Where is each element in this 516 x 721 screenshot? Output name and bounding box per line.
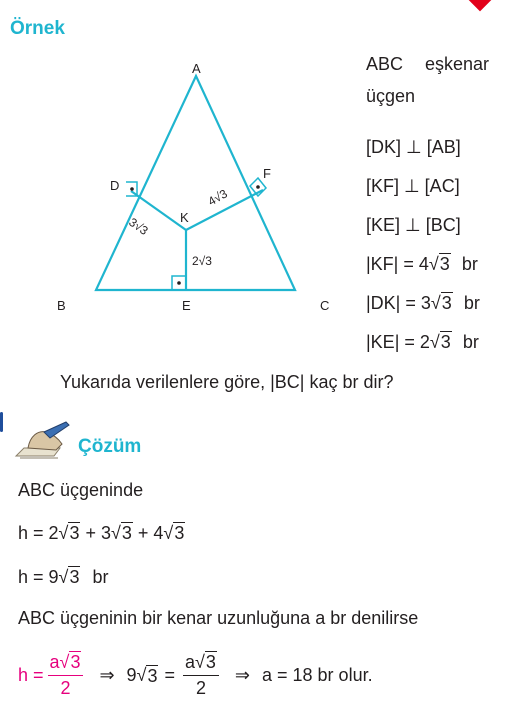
right-angle-dot-e — [177, 281, 181, 285]
given-perp-dk: [DK] ⊥ [AB] — [366, 137, 461, 157]
question-text: Yukarıda verilenlere göre, |BC| kaç br dir? — [60, 372, 394, 392]
label-e: E — [182, 298, 191, 313]
label-dk-length: 3√3 — [126, 214, 151, 238]
label-ke-length: 2√3 — [192, 254, 212, 268]
label-a: A — [192, 61, 201, 76]
right-angle-dot-d — [130, 187, 134, 191]
corner-mark — [469, 0, 492, 11]
label-b: B — [57, 298, 66, 313]
solution-heading: Çözüm — [78, 436, 142, 457]
given-abc: ABC — [366, 54, 404, 74]
given-dk-length: |DK| = 3√3 br — [366, 293, 480, 313]
label-c: C — [320, 298, 330, 313]
right-angle-dot-f — [256, 185, 260, 189]
fraction-a: $\frac{a√3}{2}$ — [183, 652, 219, 699]
solution-h-result: h = 9√3 br — [18, 567, 109, 587]
given-perp-ke: [KE] ⊥ [BC] — [366, 215, 461, 235]
left-edge-mark — [0, 412, 3, 432]
solution-final-equation: h = $\frac{a√3}{2}$ ⇒ 9 √ 3 = $\frac{a√3}{2}$ ⇒ a = 18 br olur. — [18, 652, 373, 698]
given-line-2: üçgen — [366, 86, 416, 106]
fraction-h: $\frac{a√3}{2}$ — [48, 652, 84, 699]
solution-line-4: ABC üçgeninin bir kenar uzunluğuna a br denilirse — [18, 608, 419, 628]
example-heading: Örnek — [10, 18, 65, 39]
label-d: D — [110, 178, 120, 193]
given-perp-kf: [KF] ⊥ [AC] — [366, 176, 460, 196]
label-f: F — [263, 166, 271, 181]
given-line-1 — [366, 54, 489, 75]
given-kf-length: |KF| = 4√3 br — [366, 254, 478, 274]
label-k: K — [180, 210, 189, 225]
label-kf-length: 4√3 — [205, 186, 230, 209]
writing-hand-icon — [14, 418, 72, 464]
solution-line-1: ABC üçgeninde — [18, 480, 144, 500]
given-ke-length: |KE| = 2√3 br — [366, 332, 479, 352]
triangle-figure — [0, 50, 350, 320]
solution-h-sum: h = 2√3 + 3√3 + 4√3 — [18, 523, 185, 543]
given-eskenar: eşkenar — [425, 54, 490, 74]
